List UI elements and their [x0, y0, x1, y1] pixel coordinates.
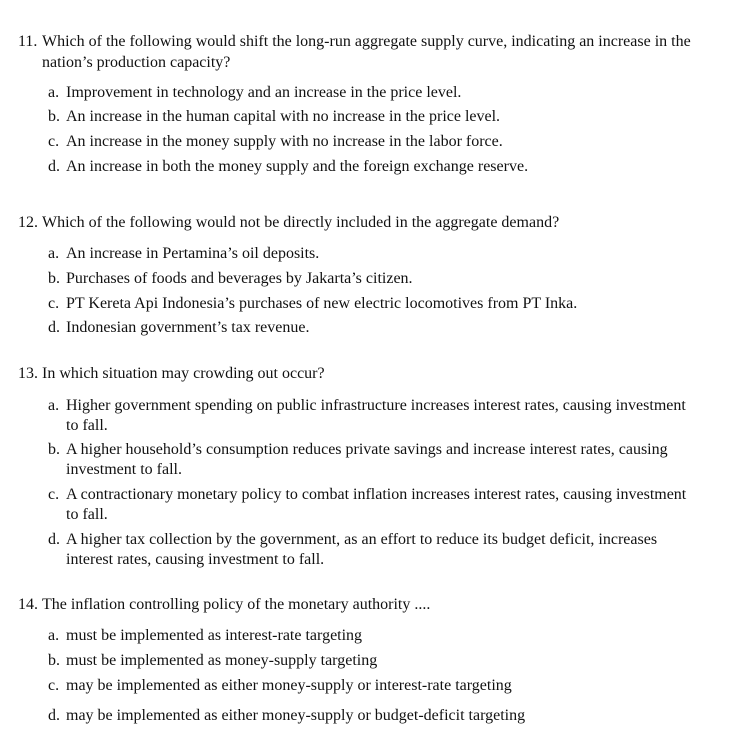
option-11-d: [48, 157, 698, 177]
option-text: Improvement in technology and an increase in the price level.: [66, 84, 462, 101]
option-11-b: [48, 107, 698, 127]
option-11-c: [48, 132, 698, 152]
question-text: Which of the following would shift the long-run aggregate supply curve, indicating an increase in the nation’s production capacity?: [42, 33, 691, 71]
option-letter: c.: [48, 133, 60, 150]
question-stem: [18, 594, 730, 615]
question-11: [18, 31, 730, 73]
option-12-d: [48, 318, 698, 338]
option-text: A higher tax collection by the government, as an effort to reduce its budget deficit, increases interest rates, causing investment to fall.: [66, 531, 658, 568]
option-letter: d.: [48, 707, 60, 724]
option-letter: c.: [48, 677, 60, 694]
option-12-c: [48, 294, 698, 314]
option-letter: a.: [48, 627, 60, 644]
option-13-c: [48, 485, 698, 525]
option-text: must be implemented as interest-rate targeting: [66, 627, 363, 644]
option-14-c: [48, 676, 698, 696]
option-text: An increase in the human capital with no increase in the price level.: [66, 108, 501, 125]
option-14-b: [48, 651, 698, 671]
question-number: 11.: [18, 33, 38, 50]
option-text: may be implemented as either money-supply or budget-deficit targeting: [66, 707, 526, 724]
option-letter: b.: [48, 652, 60, 669]
option-letter: a.: [48, 84, 60, 101]
question-stem: [18, 212, 730, 233]
option-13-d: [48, 530, 698, 570]
option-letter: d.: [48, 158, 60, 175]
question-14: [18, 594, 730, 615]
option-letter: a.: [48, 245, 60, 262]
option-text: must be implemented as money-supply targeting: [66, 652, 378, 669]
option-text: An increase in the money supply with no increase in the labor force.: [66, 133, 503, 150]
option-letter: b.: [48, 108, 60, 125]
option-letter: a.: [48, 397, 60, 414]
option-text: An increase in both the money supply and the foreign exchange reserve.: [66, 158, 529, 175]
question-text: Which of the following would not be directly included in the aggregate demand?: [42, 214, 560, 231]
option-14-d: [48, 706, 698, 726]
option-text: Indonesian government’s tax revenue.: [66, 319, 310, 336]
option-text: Higher government spending on public infrastructure increases interest rates, causing investment to fall.: [66, 397, 686, 434]
question-number: 12.: [18, 214, 38, 231]
option-letter: d.: [48, 531, 60, 548]
option-text: Purchases of foods and beverages by Jakarta’s citizen.: [66, 270, 413, 287]
question-text: In which situation may crowding out occur?: [42, 365, 325, 382]
option-letter: b.: [48, 441, 60, 458]
option-13-b: [48, 440, 698, 480]
option-text: may be implemented as either money-supply or interest-rate targeting: [66, 677, 512, 694]
option-14-a: [48, 626, 698, 646]
question-13: [18, 363, 730, 384]
question-12: [18, 212, 730, 233]
option-letter: b.: [48, 270, 60, 287]
option-12-b: [48, 269, 698, 289]
question-stem: [18, 31, 730, 73]
question-number: 13.: [18, 365, 38, 382]
question-text: The inflation controlling policy of the monetary authority ....: [42, 596, 431, 613]
option-text: PT Kereta Api Indonesia’s purchases of new electric locomotives from PT Inka.: [66, 295, 578, 312]
question-number: 14.: [18, 596, 38, 613]
option-12-a: [48, 244, 698, 264]
question-stem: [18, 363, 730, 384]
option-letter: d.: [48, 319, 60, 336]
option-text: An increase in Pertamina’s oil deposits.: [66, 245, 320, 262]
option-11-a: [48, 83, 698, 103]
option-letter: c.: [48, 486, 60, 503]
option-text: A higher household’s consumption reduces private savings and increase interest rates, causing investment to fall.: [66, 441, 668, 478]
option-text: A contractionary monetary policy to combat inflation increases interest rates, causing investment to fall.: [66, 486, 687, 523]
option-13-a: [48, 396, 698, 436]
option-letter: c.: [48, 295, 60, 312]
